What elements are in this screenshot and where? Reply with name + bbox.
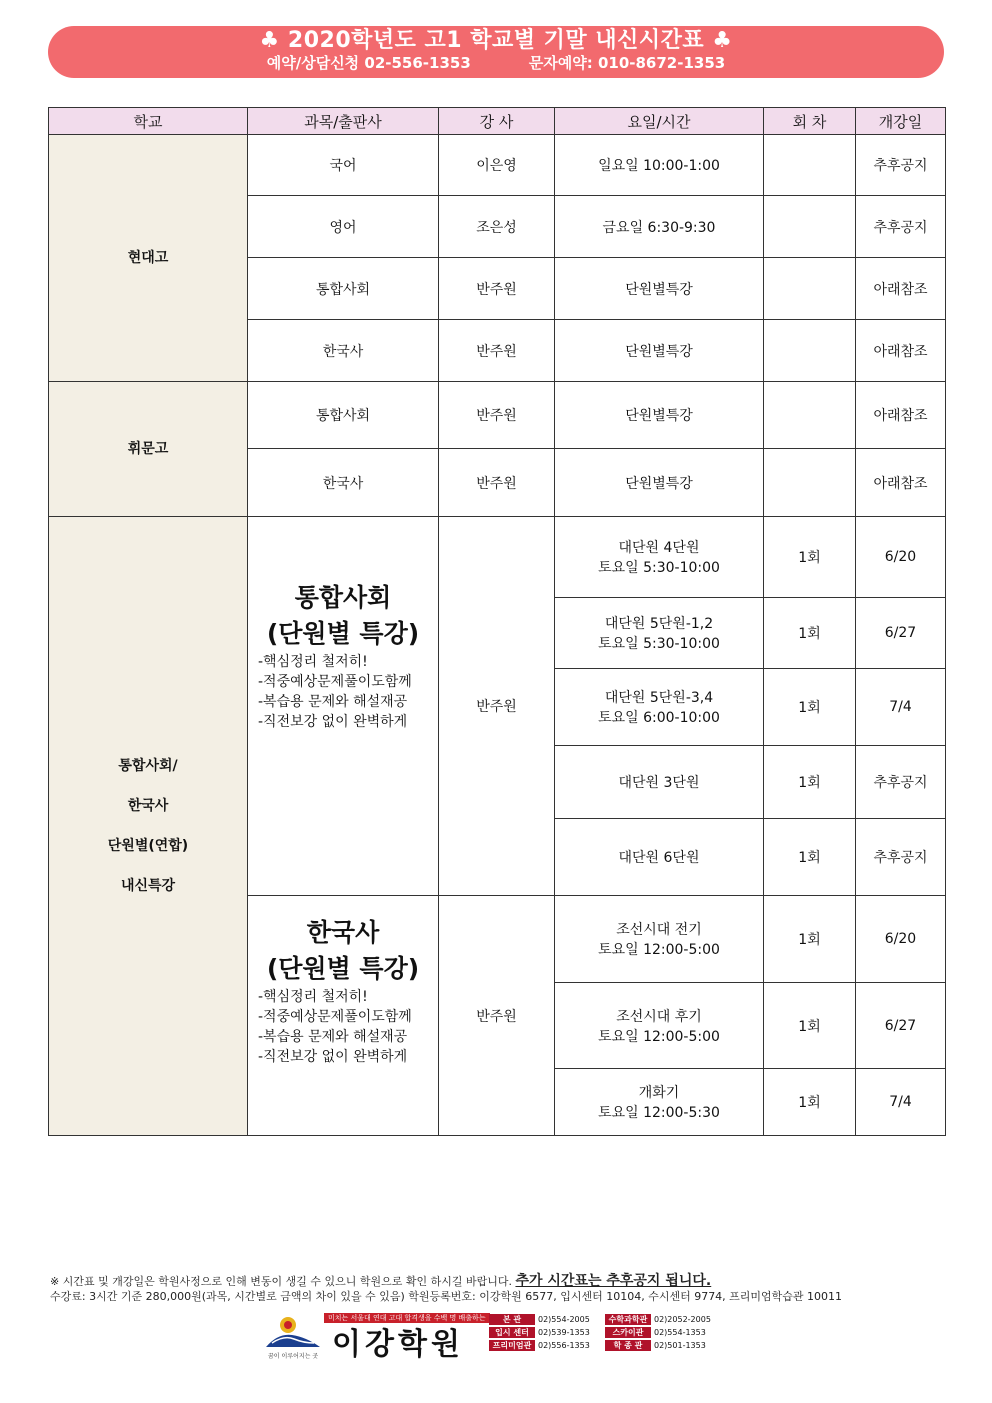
time-cell: 단원별특강 [555, 382, 764, 449]
start-cell: 추후공지 [856, 819, 946, 896]
teacher-cell: 이은영 [439, 135, 555, 196]
count-cell: 1회 [764, 746, 856, 819]
fee-line: 수강료: 3시간 기준 280,000원(과목, 시간별로 금액의 차이 있을 수 있음) 학원등록번호: 이강학원 6577, 입시센터 10104, 수시센터 9774, 프리미엄학습관 10011 [50, 1290, 843, 1303]
sms-phone: 문자예약: 010-8672-1353 [528, 54, 726, 72]
branch-name: 프리미엄관 [489, 1340, 535, 1351]
branch-item [489, 1340, 590, 1351]
count-cell: 1회 [764, 896, 856, 983]
title-banner [48, 26, 944, 78]
col-subject: 과목/출판사 [248, 108, 439, 135]
subject-cell: 영어 [248, 196, 439, 258]
subject-cell: 한국사 [248, 449, 439, 517]
time-cell: 단원별특강 [555, 320, 764, 382]
bullet-item: -직전보강 없이 완벽하게 [258, 1048, 408, 1065]
page-title: ♣ 2020학년도 고1 학교별 기말 내신시간표 ♣ [259, 28, 733, 53]
count-cell: 1회 [764, 517, 856, 598]
count-cell: 1회 [764, 598, 856, 669]
branch-phone: 02)554-2005 [538, 1315, 590, 1324]
branch-phone: 02)554-1353 [654, 1328, 706, 1337]
branch-phone: 02)539-1353 [538, 1328, 590, 1337]
time-cell: 금요일 6:30-9:30 [555, 196, 764, 258]
start-cell: 아래참조 [856, 382, 946, 449]
teacher-cell: 반주원 [439, 382, 555, 449]
time-cell [555, 669, 764, 746]
col-start: 개강일 [856, 108, 946, 135]
course-bullets [258, 652, 438, 732]
start-cell: 7/4 [856, 669, 946, 746]
table-row [49, 517, 946, 598]
branch-item [489, 1314, 590, 1325]
teacher-cell: 반주원 [439, 896, 555, 1136]
start-cell: 6/27 [856, 598, 946, 669]
branch-name: 수학과학관 [605, 1314, 651, 1325]
table-row [49, 382, 946, 449]
time-line: 조선시대 후기 [616, 1008, 702, 1025]
start-cell: 아래참조 [856, 449, 946, 517]
branch-name: 본 관 [489, 1314, 535, 1325]
time-cell: 일요일 10:00-1:00 [555, 135, 764, 196]
start-cell: 아래참조 [856, 320, 946, 382]
time-line: 토요일 12:00-5:00 [598, 942, 720, 958]
logo-name: 이강학원 [332, 1327, 464, 1362]
branch-item [605, 1340, 706, 1351]
subject-cell: 통합사회 [248, 258, 439, 320]
notice-text: ※ 시간표 및 개강일은 학원사정으로 인해 변동이 생길 수 있으니 학원으로 확인 하시길 바랍니다. [50, 1275, 512, 1288]
start-cell: 7/4 [856, 1069, 946, 1136]
time-cell [555, 598, 764, 669]
bullet-item: -핵심정리 철저히! [258, 654, 368, 670]
bullet-item: -직전보강 없이 완벽하게 [258, 714, 408, 730]
bullet-item: -복습용 문제와 해설재공 [258, 694, 408, 710]
bullet-item: -복습용 문제와 해설재공 [258, 1028, 408, 1045]
teacher-cell: 반주원 [439, 258, 555, 320]
branch-name: 스카이관 [605, 1327, 651, 1338]
start-cell: 6/20 [856, 517, 946, 598]
branch-item [605, 1314, 711, 1325]
special-title-line: 내신특강 [120, 878, 176, 894]
special-title-line: 단원별(연합) [107, 838, 189, 854]
teacher-cell: 조은성 [439, 196, 555, 258]
count-cell [764, 449, 856, 517]
count-cell [764, 135, 856, 196]
count-cell: 1회 [764, 1069, 856, 1136]
course-bullets [258, 987, 438, 1067]
logo-tagline: 꿈이 이루어지는 곳 [268, 1353, 319, 1360]
bullet-item: -적중예상문제풀이도함께 [258, 1008, 412, 1025]
time-line: 토요일 12:00-5:00 [598, 1028, 720, 1045]
school-whimoon: 휘문고 [49, 382, 248, 517]
time-line: 토요일 5:30-10:00 [598, 636, 720, 652]
time-cell [555, 1069, 764, 1136]
time-cell: 대단원 3단원 [555, 746, 764, 819]
course-subtitle: (단원별 특강) [266, 953, 420, 983]
bullet-item: -적중예상문제풀이도함께 [258, 674, 412, 690]
count-cell: 1회 [764, 669, 856, 746]
col-count: 회 차 [764, 108, 856, 135]
branch-phone: 02)556-1353 [538, 1341, 590, 1350]
count-cell: 1회 [764, 983, 856, 1069]
history-course-cell [248, 896, 439, 1136]
branch-name: 입시 센터 [489, 1327, 535, 1338]
time-line: 대단원 5단원-3,4 [604, 690, 714, 706]
reservation-phone: 예약/상담신청 02-556-1353 [266, 54, 471, 72]
start-cell: 추후공지 [856, 135, 946, 196]
social-course-cell [248, 517, 439, 896]
branch-phone: 02)501-1353 [654, 1341, 706, 1350]
teacher-cell: 반주원 [439, 449, 555, 517]
header-row [49, 108, 946, 135]
time-line: 개화기 [638, 1085, 680, 1101]
contact-line [48, 54, 944, 72]
time-line: 대단원 5단원-1,2 [604, 616, 714, 632]
branch-name: 학 종 관 [605, 1340, 651, 1351]
swirl-logo-icon [264, 1313, 322, 1353]
subject-cell: 국어 [248, 135, 439, 196]
time-line: 토요일 12:00-5:30 [598, 1105, 720, 1121]
notice-emphasis: 추가 시간표는 추후공지 됩니다. [515, 1273, 712, 1289]
special-title-line: 통합사회/ [118, 758, 178, 774]
subject-cell: 한국사 [248, 320, 439, 382]
time-line: 토요일 5:30-10:00 [598, 560, 720, 576]
branch-item [605, 1327, 706, 1338]
school-hyundai: 현대고 [49, 135, 248, 382]
count-cell [764, 382, 856, 449]
time-cell [555, 983, 764, 1069]
branch-phone: 02)2052-2005 [654, 1315, 711, 1324]
school-special [49, 517, 248, 1136]
col-time: 요일/시간 [555, 108, 764, 135]
bullet-item: -핵심정리 철저히! [258, 988, 368, 1005]
table-row [49, 135, 946, 196]
academy-logo [264, 1313, 494, 1362]
time-cell [555, 517, 764, 598]
start-cell: 추후공지 [856, 196, 946, 258]
branch-item [489, 1327, 590, 1338]
count-cell: 1회 [764, 819, 856, 896]
count-cell [764, 258, 856, 320]
teacher-cell: 반주원 [439, 320, 555, 382]
time-cell: 대단원 6단원 [555, 819, 764, 896]
count-cell [764, 196, 856, 258]
time-line: 조선시대 전기 [616, 922, 702, 938]
timetable [48, 107, 946, 1136]
col-teacher: 강 사 [439, 108, 555, 135]
course-title: 한국사 [306, 917, 380, 947]
special-title-line: 한국사 [127, 798, 169, 814]
subject-cell: 통합사회 [248, 382, 439, 449]
time-cell [555, 896, 764, 983]
logo-slogan: 미치는 서울대 연대 고대 합격생을 수백 명 배출하는 [324, 1313, 490, 1323]
time-cell: 단원별특강 [555, 258, 764, 320]
start-cell: 아래참조 [856, 258, 946, 320]
course-subtitle: (단원별 특강) [266, 619, 420, 648]
col-school: 학교 [49, 108, 248, 135]
teacher-cell: 반주원 [439, 517, 555, 896]
start-cell: 추후공지 [856, 746, 946, 819]
time-cell: 단원별특강 [555, 449, 764, 517]
notice-line [50, 1270, 711, 1290]
course-title: 통합사회 [294, 583, 392, 612]
start-cell: 6/20 [856, 896, 946, 983]
time-line: 대단원 4단원 [618, 540, 700, 556]
time-line: 토요일 6:00-10:00 [598, 710, 720, 726]
start-cell: 6/27 [856, 983, 946, 1069]
count-cell [764, 320, 856, 382]
